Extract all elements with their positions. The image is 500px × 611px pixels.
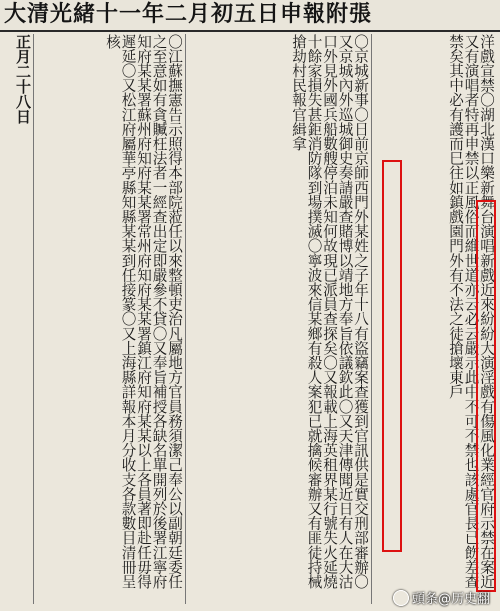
masthead	[0, 0, 500, 32]
article-column-right: 洋戲宣禁〇湖北漢口樂新舞台演唱新戲近來紛紛大演淫戲有傷風化業經官府示禁在案近又有演唱者特再申禁以正風俗而維世道亦云必云嚴示此中不可不禁也該處官長已飭差查禁矣其中必有護而巳往如鎮戲園門外有不法之徒搶壞東戶	[447, 34, 495, 589]
highlight-box	[476, 200, 496, 592]
article-column-middle: 〇京城新事〇日前京師西門外某姓之子年十八有盜竊案查獲到官訊供是實交刑部審辦〇又京城內外巡城御史奏請嚴查賭博以靖地方奉旨依議欽此〇又天津傳聞近日有人在大沽口外見外國兵船數艘停泊未知何故現已派員查探矣〇又報載上海英租界某行號失火延燒十餘家損失甚鉅消防隊到場撲滅〇寧波來信某鄉有殺人案犯已就擒候審辦又有匪徒持械搶劫村民報官緝拿	[290, 34, 369, 589]
watermark	[393, 588, 490, 607]
article-body	[0, 32, 500, 611]
masthead-title: 大清光緒十一年二月初五日申報附張	[4, 1, 373, 27]
column-rule	[33, 34, 34, 604]
article-column-left: 〇江蘇撫憲告示照得本部院蒞任以來整頓吏治凡屬地方官員務須潔己奉公以副朝廷委任之至意如有貪贓枉法者一經查出定即嚴參不貸〇又奉旨補授各缺名單開列於後署江寧府知府某某署蘇州府知府某某署常州府知府某某署鎮江府知府某某以上各員著即赴任毋得遲延〇又松江府屬華亭縣知縣某某到任接篆〇又上海縣詳報本月分收支各款數目清冊呈核	[104, 34, 183, 589]
column-rule	[371, 34, 372, 604]
highlight-box-secondary	[382, 160, 402, 552]
date-line: 正月二十八日	[14, 34, 32, 124]
column-rule	[185, 34, 186, 604]
watermark-text: 頭条@历史翻	[411, 592, 490, 607]
watermark-logo-icon	[393, 590, 409, 606]
